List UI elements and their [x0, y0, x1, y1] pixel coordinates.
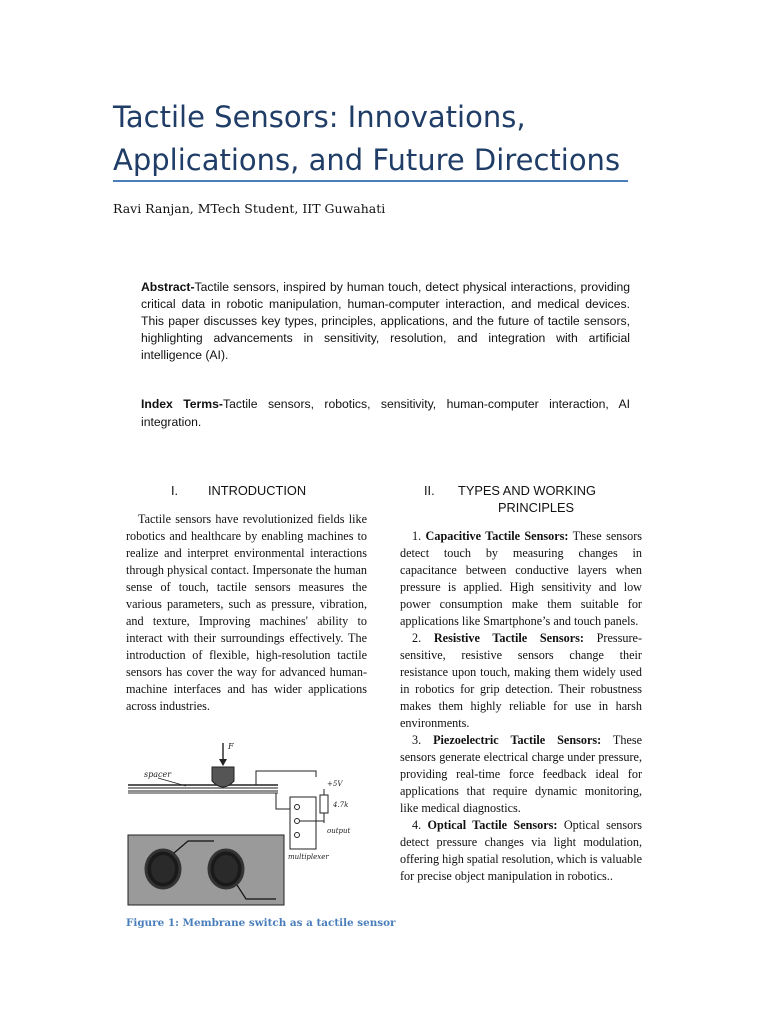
item-text: Pressure-sensitive, resistive sensors change their resistance upon touch, making them widely used in robotics for grip detection. Their robustness makes them highly reliable for use in harsh environments.	[400, 631, 643, 730]
item-number: 2.	[412, 631, 422, 645]
item-label: Piezoelectric Tactile Sensors:	[433, 733, 602, 747]
index-terms-label: Index Terms-	[141, 397, 223, 411]
item-number: 3.	[412, 733, 422, 747]
types-item-piezoelectric	[400, 732, 642, 817]
section-number-types: II.	[424, 483, 435, 498]
section-number-intro: I.	[171, 483, 179, 498]
resistor-label: 4.7k	[333, 801, 349, 809]
force-label: F	[228, 742, 234, 751]
title-line-2: Applications, and Future Directions	[113, 143, 621, 177]
item-label: Capacitive Tactile Sensors:	[425, 529, 569, 543]
author-line: Ravi Ranjan, MTech Student, IIT Guwahati	[113, 201, 386, 216]
section-title-types-line-1: TYPES AND WORKING	[458, 483, 596, 498]
index-terms	[141, 395, 630, 431]
item-number: 4.	[412, 818, 422, 832]
multiplexer-label: multiplexer	[288, 853, 329, 861]
section-title-intro: INTRODUCTION	[208, 483, 307, 498]
item-text: These sensors generate electrical charge under pressure, providing real-time force feedback ideal for applications that require dynamic monitoring, like medical diagnostics.	[400, 733, 643, 815]
intro-paragraph: Tactile sensors have revolutionized fields like robotics and healthcare by enabling machines to realize and interpret environmental interactions through physical contact. Impersonate the human sense of touch, tactile sensors measures the various parameters, such as pressure, vibration, and texture, Improving machines' ability to interact with their surroundings effectively. The introduction of flexible, high-resolution tactile sensors has cover the way for advanced human-machine interfaces and has wider applications across industries.	[126, 512, 367, 713]
section-title-types-line-2: PRINCIPLES	[498, 500, 575, 515]
figure-caption: Figure 1: Membrane switch as a tactile sensor	[126, 917, 396, 929]
spacer-label: spacer	[144, 770, 172, 779]
types-item-optical	[400, 817, 642, 885]
paper-title	[113, 96, 633, 182]
types-item-capacitive	[400, 528, 642, 630]
item-label: Resistive Tactile Sensors:	[433, 631, 584, 645]
title-underline	[113, 180, 628, 182]
membrane-switch-figure	[126, 737, 352, 907]
item-text: These sensors detect touch by measuring changes in capacitance between conductive layers when pressure is applied. High sensitivity and low power consumption make them suitable for applications like Smartphone’s and touch panels.	[400, 529, 642, 628]
item-label: Optical Tactile Sensors:	[427, 818, 558, 832]
title-line-1: Tactile Sensors: Innovations,	[113, 100, 526, 134]
types-item-resistive	[400, 630, 642, 732]
item-number: 1.	[412, 529, 422, 543]
abstract-label: Abstract-	[141, 280, 195, 294]
abstract	[141, 279, 630, 364]
abstract-text: Tactile sensors, inspired by human touch, detect physical interactions, providing critical data in robotic manipulation, human-computer interaction, and medical devices. This paper discusses key types, principles, applications, and the future of tactile sensors, highlighting advancements in sensitivity, resolution, and integration with artificial intelligence (AI).	[141, 280, 630, 362]
output-label: output	[327, 827, 351, 835]
intro-body	[126, 511, 367, 715]
voltage-label: +5V	[327, 780, 343, 788]
types-body	[400, 528, 642, 885]
item-text: Optical sensors detect pressure changes via light modulation, offering high spatial resolution, which is valuable for precise object manipulation in robotics..	[400, 818, 642, 883]
index-terms-text: Tactile sensors, robotics, sensitivity, human-computer interaction, AI integration.	[141, 397, 631, 429]
